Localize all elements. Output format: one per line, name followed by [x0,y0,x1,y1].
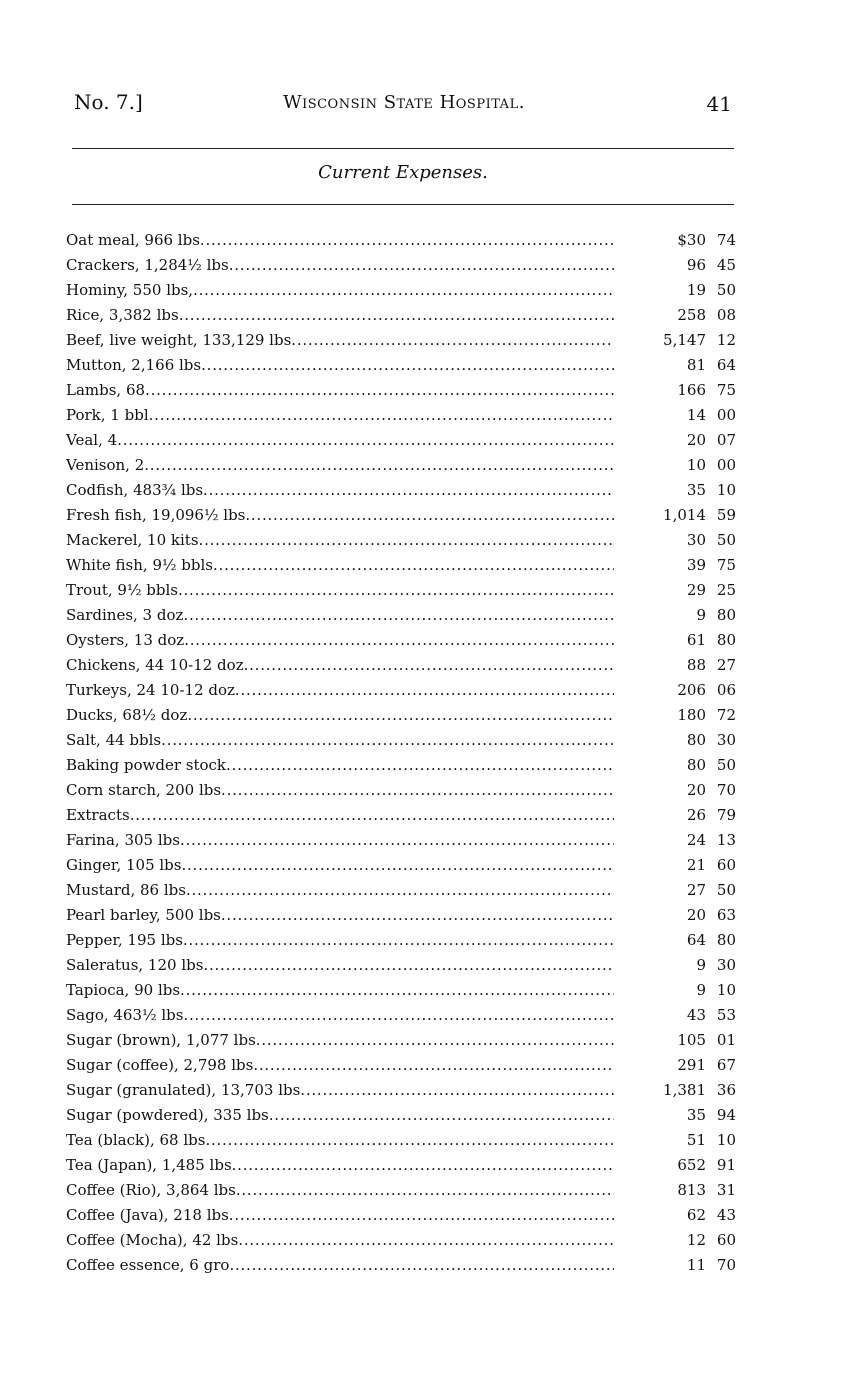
header-rule [72,148,734,149]
expense-cents: 63 [716,906,736,924]
expense-cents: 06 [716,681,736,699]
expense-item-label: Sugar (granulated), 13,703 lbs [66,1081,301,1099]
document-number: No. 7.] [74,90,143,114]
dot-leader [201,353,614,378]
expense-dollars: 5,147 [663,331,706,349]
expense-row [66,703,736,728]
expense-dollars: 29 [686,581,706,599]
expense-cents: 75 [716,381,736,399]
dot-leader [183,603,614,628]
expense-cents: 13 [716,831,736,849]
dot-leader [229,1253,614,1278]
expense-dollars: 24 [686,831,706,849]
dot-leader [253,1053,614,1078]
expense-row [66,1028,736,1053]
expense-item-label: Coffee (Java), 218 lbs [66,1206,229,1224]
expense-row [66,478,736,503]
expense-dollars: 10 [686,456,706,474]
expense-item-label: Saleratus, 120 lbs [66,956,204,974]
expense-row [66,728,736,753]
dot-leader [130,803,614,828]
expense-cents: 53 [716,1006,736,1024]
expense-dollars: 61 [686,631,706,649]
expense-dollars: 96 [686,256,706,274]
dot-leader [178,578,614,603]
expense-dollars: 20 [686,431,706,449]
expense-row [66,303,736,328]
expense-cents: 43 [716,1206,736,1224]
dot-leader [180,978,614,1003]
dot-leader [181,853,614,878]
dot-leader [226,753,614,778]
expense-cents: 07 [716,431,736,449]
expense-item-label: Sugar (brown), 1,077 lbs [66,1031,256,1049]
expense-cents: 94 [716,1106,736,1124]
expense-row [66,678,736,703]
expense-cents: 50 [716,756,736,774]
dot-leader [184,628,614,653]
expense-row [66,778,736,803]
page-number: 41 [706,92,732,116]
expense-item-label: Turkeys, 24 10-12 doz [66,681,235,699]
expense-dollars: 20 [686,781,706,799]
expense-dollars: 9 [696,956,706,974]
expense-cents: 64 [716,356,736,374]
dot-leader [161,728,614,753]
dot-leader [221,778,614,803]
expense-item-label: Crackers, 1,284½ lbs [66,256,229,274]
dot-leader [180,828,614,853]
expense-row [66,928,736,953]
expense-item-label: Codfish, 483¾ lbs [66,481,204,499]
expense-item-label: Tapioca, 90 lbs [66,981,181,999]
expense-dollars: 88 [686,656,706,674]
expense-row [66,1053,736,1078]
expense-cents: 60 [716,1231,736,1249]
expense-cents: 45 [716,256,736,274]
dot-leader [245,503,614,528]
expense-cents: 00 [716,456,736,474]
expense-item-label: Sago, 463½ lbs [66,1006,184,1024]
expense-row [66,353,736,378]
expense-cents: 25 [716,581,736,599]
expense-dollars: 166 [677,381,706,399]
expense-row [66,378,736,403]
expense-row [66,853,736,878]
expense-dollars: 80 [686,756,706,774]
expense-dollars: 27 [686,881,706,899]
expense-dollars: 9 [696,981,706,999]
dot-leader [205,1128,614,1153]
expense-row [66,803,736,828]
expense-item-label: Extracts [66,806,130,824]
expense-cents: 59 [716,506,736,524]
expense-cents: 74 [716,231,736,249]
expense-row [66,1128,736,1153]
dot-leader [300,1078,614,1103]
expense-dollars: 35 [686,1106,706,1124]
expense-row [66,903,736,928]
expense-dollars: 35 [686,481,706,499]
expense-dollars: 26 [686,806,706,824]
dot-leader [291,328,614,353]
expense-item-label: Venison, 2 [66,456,145,474]
dot-leader [186,878,614,903]
expense-cents: 30 [716,956,736,974]
expense-cents: 10 [716,981,736,999]
expense-row [66,953,736,978]
expense-cents: 50 [716,281,736,299]
dot-leader [236,1178,614,1203]
page-title: Wisconsin State Hospital. [283,92,525,113]
expense-dollars: 652 [677,1156,706,1174]
expense-dollars: 14 [686,406,706,424]
expense-cents: 00 [716,406,736,424]
expense-item-label: Ducks, 68½ doz [66,706,188,724]
dot-leader [235,678,614,703]
expense-item-label: Pepper, 195 lbs [66,931,183,949]
expense-dollars: 64 [686,931,706,949]
expense-item-label: Trout, 9½ bbls [66,581,178,599]
expense-item-label: Oysters, 13 doz [66,631,185,649]
expense-dollars: 80 [686,731,706,749]
expense-dollars: 9 [696,606,706,624]
expense-cents: 70 [716,781,736,799]
expense-row [66,1078,736,1103]
dot-leader [244,653,614,678]
expense-item-label: Lambs, 68 [66,381,146,399]
dot-leader [187,703,614,728]
expense-cents: 80 [716,931,736,949]
expense-cents: 27 [716,656,736,674]
expense-dollars: 813 [677,1181,706,1199]
expense-row [66,253,736,278]
expense-dollars: 12 [686,1231,706,1249]
expense-row [66,403,736,428]
expense-row [66,878,736,903]
expense-item-label: White fish, 9½ bbls [66,556,213,574]
expense-dollars: 206 [677,681,706,699]
expense-dollars: 1,381 [663,1081,706,1099]
dot-leader [199,528,614,553]
expense-row [66,1153,736,1178]
expense-item-label: Baking powder stock [66,756,227,774]
expense-row [66,228,736,253]
expense-cents: 50 [716,881,736,899]
expense-row [66,1228,736,1253]
expense-row [66,553,736,578]
dot-leader [179,303,614,328]
expense-item-label: Coffee (Rio), 3,864 lbs [66,1181,236,1199]
expense-dollars: 39 [686,556,706,574]
expense-dollars: 43 [686,1006,706,1024]
expense-item-label: Chickens, 44 10-12 doz [66,656,244,674]
dot-leader [193,278,614,303]
expense-row [66,603,736,628]
expense-row [66,653,736,678]
expense-row [66,1253,736,1278]
expense-item-label: Hominy, 550 lbs, [66,281,194,299]
expense-item-label: Sugar (powdered), 335 lbs [66,1106,269,1124]
expense-item-label: Ginger, 105 lbs [66,856,182,874]
expense-row [66,428,736,453]
dot-leader [203,953,614,978]
expense-dollars: 21 [686,856,706,874]
dot-leader [232,1153,614,1178]
expense-item-label: Pearl barley, 500 lbs [66,906,221,924]
dot-leader [269,1103,614,1128]
expense-cents: 10 [716,481,736,499]
dot-leader [221,903,614,928]
expense-item-label: Tea (Japan), 1,485 lbs [66,1156,232,1174]
expense-cents: 60 [716,856,736,874]
expense-dollars: 291 [677,1056,706,1074]
expense-row [66,528,736,553]
expense-cents: 30 [716,731,736,749]
expense-item-label: Coffee (Mocha), 42 lbs [66,1231,239,1249]
dot-leader [149,403,614,428]
expense-item-label: Farina, 305 lbs [66,831,180,849]
expense-dollars: 20 [686,906,706,924]
dot-leader [203,478,614,503]
expense-row [66,628,736,653]
expense-row [66,753,736,778]
expense-row [66,1178,736,1203]
expense-row [66,503,736,528]
expense-cents: 08 [716,306,736,324]
dot-leader [213,553,614,578]
expense-row [66,978,736,1003]
expense-cents: 80 [716,631,736,649]
expense-row [66,828,736,853]
expense-item-label: Fresh fish, 19,096½ lbs [66,506,246,524]
expense-item-label: Rice, 3,382 lbs [66,306,179,324]
expense-cents: 10 [716,1131,736,1149]
expense-dollars: 19 [686,281,706,299]
expense-item-label: Corn starch, 200 lbs [66,781,222,799]
expense-row [66,328,736,353]
expense-item-label: Oat meal, 966 lbs [66,231,200,249]
expense-dollars: $30 [677,231,706,249]
page-header [74,90,734,120]
expense-item-label: Mackerel, 10 kits [66,531,199,549]
dot-leader [238,1228,614,1253]
expense-cents: 91 [716,1156,736,1174]
expense-cents: 70 [716,1256,736,1274]
expense-row [66,578,736,603]
expense-dollars: 81 [686,356,706,374]
expense-dollars: 51 [686,1131,706,1149]
dot-leader [229,253,614,278]
expense-cents: 72 [716,706,736,724]
expense-item-label: Sardines, 3 doz [66,606,184,624]
expense-dollars: 105 [677,1031,706,1049]
expense-cents: 79 [716,806,736,824]
expense-item-label: Mutton, 2,166 lbs [66,356,202,374]
section-title: Current Expenses. [318,162,488,183]
expense-item-label: Veal, 4 [66,431,118,449]
expense-row [66,278,736,303]
dot-leader [117,428,614,453]
dot-leader [229,1203,614,1228]
expense-dollars: 1,014 [663,506,706,524]
expense-cents: 01 [716,1031,736,1049]
section-rule [72,204,734,205]
expense-item-label: Beef, live weight, 133,129 lbs [66,331,292,349]
expense-list [66,228,736,1278]
expense-cents: 36 [716,1081,736,1099]
expense-cents: 80 [716,606,736,624]
expense-dollars: 11 [686,1256,706,1274]
dot-leader [145,378,614,403]
expense-cents: 67 [716,1056,736,1074]
expense-row [66,1003,736,1028]
expense-dollars: 30 [686,531,706,549]
expense-row [66,453,736,478]
expense-cents: 31 [716,1181,736,1199]
expense-cents: 50 [716,531,736,549]
expense-item-label: Pork, 1 bbl [66,406,149,424]
expense-item-label: Salt, 44 bbls [66,731,162,749]
expense-item-label: Sugar (coffee), 2,798 lbs [66,1056,254,1074]
expense-item-label: Tea (black), 68 lbs [66,1131,206,1149]
expense-item-label: Mustard, 86 lbs [66,881,186,899]
expense-item-label: Coffee essence, 6 gro [66,1256,230,1274]
expense-cents: 12 [716,331,736,349]
expense-dollars: 180 [677,706,706,724]
expense-dollars: 62 [686,1206,706,1224]
dot-leader [256,1028,614,1053]
expense-row [66,1103,736,1128]
dot-leader [200,228,614,253]
expense-row [66,1203,736,1228]
dot-leader [183,1003,614,1028]
expense-dollars: 258 [677,306,706,324]
dot-leader [144,453,614,478]
dot-leader [183,928,614,953]
expense-cents: 75 [716,556,736,574]
